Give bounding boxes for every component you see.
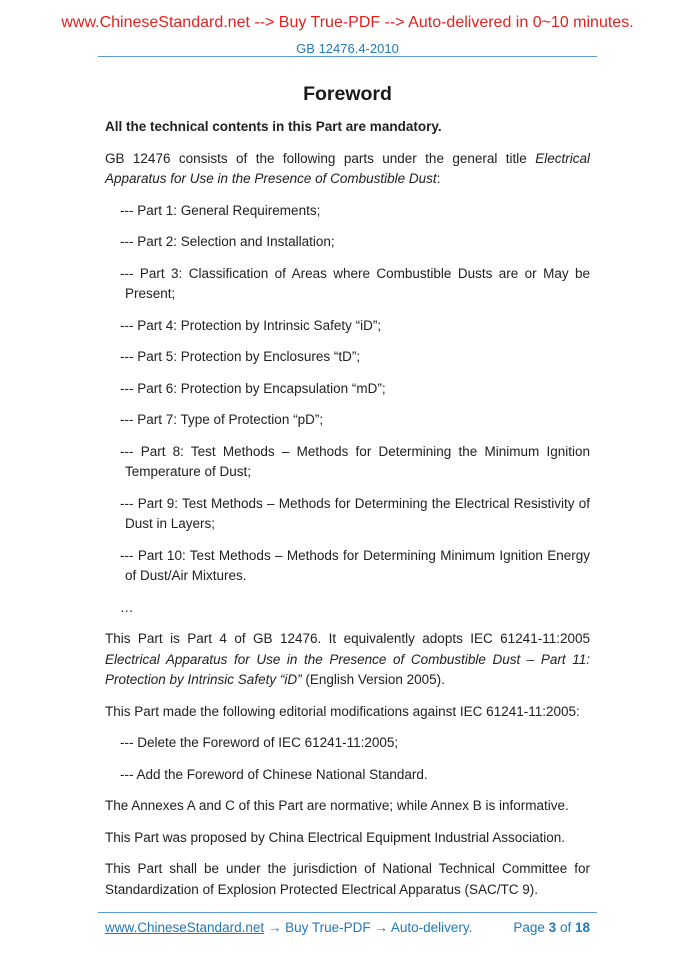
promo-banner: www.ChineseStandard.net --> Buy True-PDF --> Auto-delivered in 0~10 minutes. (61, 14, 634, 31)
page-indicator (513, 920, 590, 935)
list-item: --- Part 3: Classification of Areas where Combustible Dusts are or May be Present; (120, 265, 590, 301)
footer-site-link[interactable]: www.ChineseStandard.net (105, 920, 265, 935)
footer-divider (98, 912, 597, 913)
list-item: … (120, 599, 134, 615)
list-item: --- Part 1: General Requirements; (120, 202, 321, 218)
list-item: --- Part 4: Protection by Intrinsic Safety “iD”; (120, 317, 382, 333)
list-item: --- Add the Foreword of Chinese National Standard. (120, 766, 428, 782)
list-item: --- Part 7: Type of Protection “pD”; (120, 412, 324, 427)
list-item: --- Part 2: Selection and Installation; (120, 234, 335, 249)
page-footer (105, 912, 590, 935)
paragraph: GB 12476 consists of the following parts under the general title Electrical Apparatus for Use in the Presence of Combustible Dust: (105, 150, 590, 186)
document-body (105, 117, 590, 900)
doc-number: GB 12476.4-2010 (296, 41, 399, 56)
list-item: --- Part 9: Test Methods – Methods for Determining the Electrical Resistivity of Dust in Layers; (120, 495, 590, 531)
list-item: --- Part 5: Protection by Enclosures “tD”; (120, 349, 361, 364)
paragraph: The Annexes A and C of this Part are normative; while Annex B is informative. (105, 798, 569, 813)
footer-promo-line (105, 920, 472, 935)
list-item: --- Part 6: Protection by Encapsulation “mD”; (120, 380, 386, 396)
page-label: Page (513, 920, 545, 935)
page-total: 18 (574, 920, 590, 935)
page-of-label: of (559, 920, 572, 935)
page-current: 3 (548, 920, 557, 935)
paragraph: All the technical contents in this Part are mandatory. (105, 119, 442, 134)
header-divider (98, 56, 597, 57)
list-item: --- Part 10: Test Methods – Methods for Determining Minimum Ignition Energy of Dust/Air Mixtures. (120, 547, 590, 583)
footer-tagline: → Buy True-PDF → Auto-delivery. (264, 920, 473, 935)
list-item: --- Delete the Foreword of IEC 61241-11:2005; (120, 735, 399, 750)
paragraph: This Part was proposed by China Electrical Equipment Industrial Association. (105, 829, 565, 845)
paragraph: This Part shall be under the jurisdiction of National Technical Committee for Standardization of Explosion Protected Electrical Apparatus (SAC/TC 9). (105, 861, 590, 897)
page-title: Foreword (303, 83, 392, 105)
paragraph: This Part made the following editorial modifications against IEC 61241-11:2005: (105, 703, 580, 719)
paragraph: This Part is Part 4 of GB 12476. It equivalently adopts IEC 61241-11:2005 Electrical Apparatus for Use in the Presence of Combustible Dust – Part 11: Protection by Intrinsic Safety “iD” (English Version 2005). (105, 631, 590, 687)
list-item: --- Part 8: Test Methods – Methods for Determining the Minimum Ignition Temperature of Dust; (120, 443, 590, 479)
